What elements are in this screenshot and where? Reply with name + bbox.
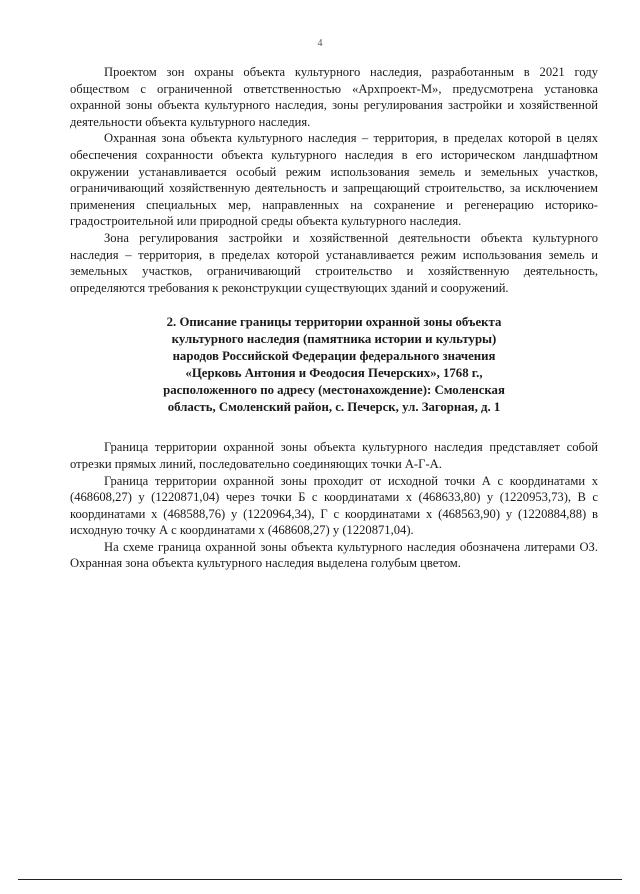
document-body bbox=[70, 64, 598, 572]
paragraph-scheme-note: На схеме граница охранной зоны объекта культурного наследия обозначена литерами ОЗ. Охранная зона объекта культурного наследия выделена голубым цветом. bbox=[70, 539, 598, 571]
paragraph-regulation-zone-definition: Зона регулирования застройки и хозяйственной деятельности объекта культурного наследия – территория, в пределах которой устанавливается режим использования земель и земельных участков, ограничивающий строительство и хозяйственную деятельность, определяются требования к реконструкции существующих зданий и сооружений. bbox=[70, 230, 598, 295]
paragraph-protection-zone-definition: Охранная зона объекта культурного наследия – территория, в пределах которой в целях обеспечения сохранности объекта культурного наследия в его историческом ландшафтном окружении устанавливается особый режим использования земель и земельных участков, ограничивающий хозяйственную деятельность и запрещающий строительство, за исключением применения специальных мер, направленных на сохранение и регенерацию историко-градостроительной или природной среды объекта культурного наследия. bbox=[70, 131, 598, 229]
paragraph-project-zones: Проектом зон охраны объекта культурного наследия, разработанным в 2021 году обществом с ограниченной ответственностью «Архпроект-М», предусмотрена установка охранной зоны объекта культурного наследия, зоны регулирования застройки и хозяйственной деятельности объекта культурного наследия. bbox=[70, 65, 598, 129]
paragraph-boundary-segments: Граница территории охранной зоны объекта культурного наследия представляет собой отрезки прямых линий, последовательно соединяющих точки А-Г-А. bbox=[70, 440, 598, 471]
bottom-rule bbox=[18, 879, 622, 880]
paragraph-boundary-coordinates: Граница территории охранной зоны проходит от исходной точки А с координатами х (468608,27) у (1220871,04) через точки Б с координатами х (468633,80) у (1220953,73), В с координатами х (468588,76) у (1220964,34), Г с координатами х (468563,90) у (1220884,88) в исходную точку А с координатами х (468608,27) у (1220871,04). bbox=[70, 473, 598, 538]
section-heading: 2. Описание границы территории охранной зоны объекта культурного наследия (памятника истории и культуры) народов Российской Федерации федерального значения «Церковь Антония и Феодосия Печерских», 1768 г., расположенного по адресу (местонахождение): Смоленская область, Смоленский район, с. Печерск, ул. Загорная, д. 1 bbox=[163, 315, 505, 415]
page-number: 4 bbox=[317, 38, 323, 49]
